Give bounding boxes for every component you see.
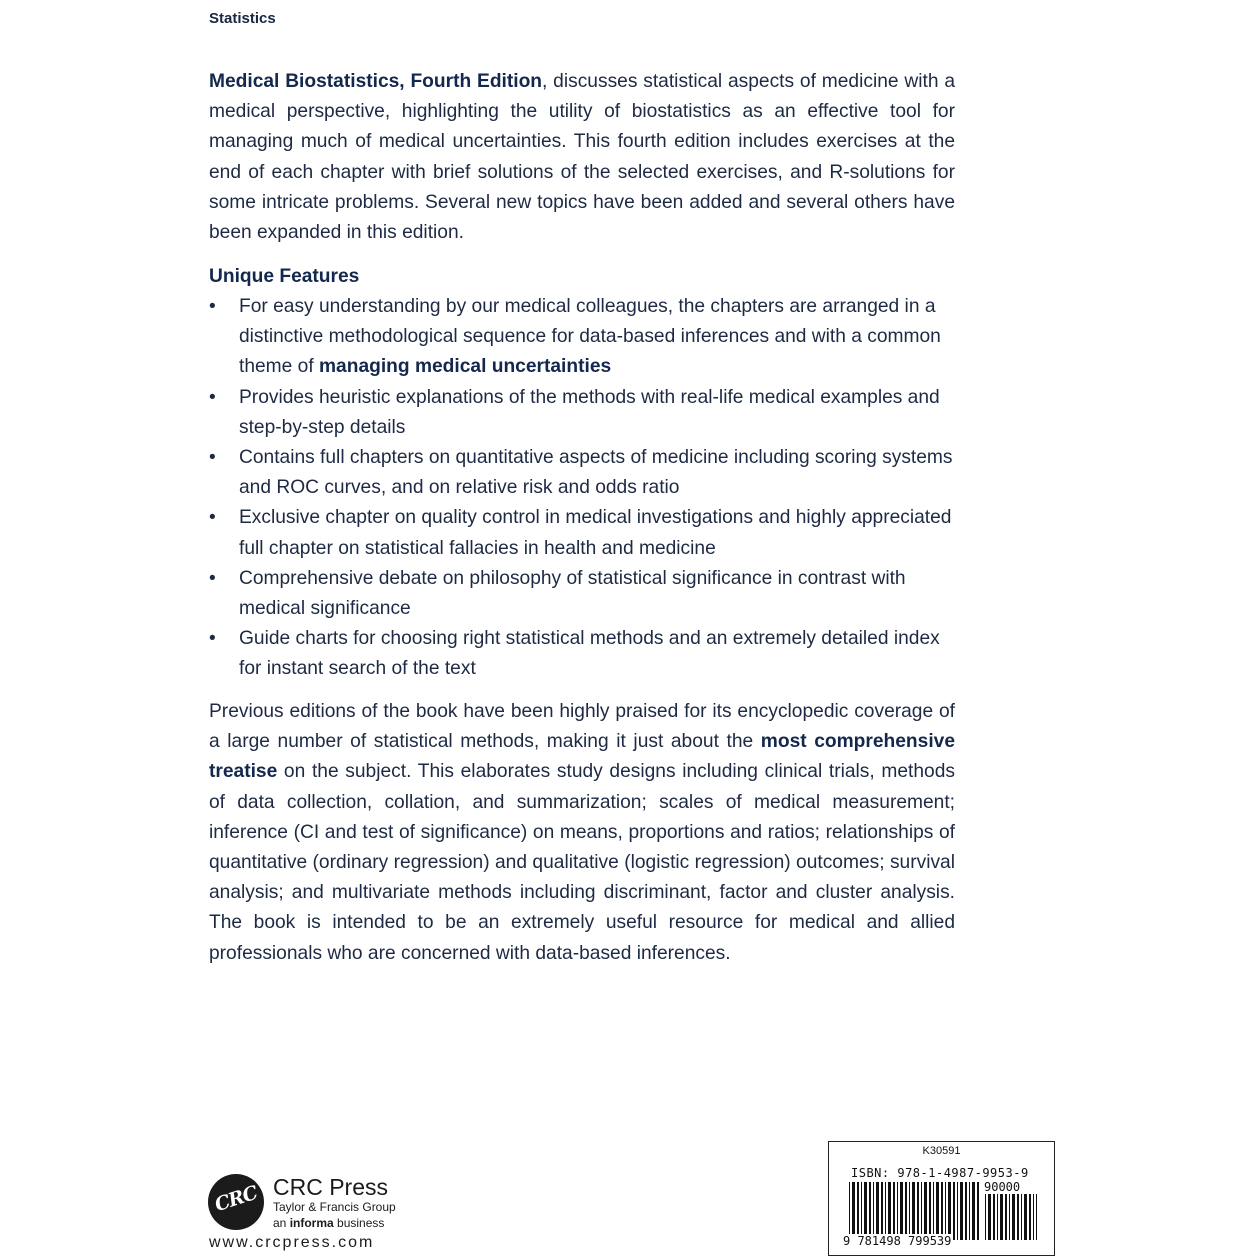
intro-paragraph	[209, 67, 955, 248]
barcode-stripe	[965, 1182, 967, 1240]
publisher-name: CRC Press	[273, 1174, 389, 1200]
barcode-stripe	[993, 1194, 995, 1240]
barcode-number: 9 781498 799539	[843, 1234, 952, 1248]
barcode-stripe	[873, 1182, 874, 1240]
barcode-stripe	[1021, 1194, 1022, 1240]
feature-item	[209, 292, 955, 383]
barcode-stripe	[969, 1182, 970, 1240]
barcode-stripe	[1029, 1194, 1031, 1240]
barcode-stripe	[941, 1182, 943, 1240]
barcode-stripe	[849, 1182, 850, 1240]
barcode-stripe	[929, 1182, 931, 1240]
publisher-group: Taylor & Francis Group	[273, 1200, 396, 1214]
barcode-stripe	[1012, 1194, 1015, 1240]
barcode-stripe	[917, 1182, 919, 1240]
bullet-icon: •	[209, 628, 216, 650]
barcode-stripe	[897, 1182, 898, 1240]
barcode-stripe	[876, 1182, 879, 1240]
barcode-stripe	[1036, 1194, 1037, 1240]
barcode-stripe	[1033, 1194, 1034, 1240]
barcode-stripe	[1009, 1194, 1010, 1240]
bullet-icon: •	[209, 447, 216, 469]
publisher-url: www.crcpress.com	[209, 1234, 375, 1251]
barcode-stripe	[881, 1182, 883, 1240]
barcode-stripe	[988, 1194, 991, 1240]
barcode-stripe	[852, 1182, 855, 1240]
feature-text: Provides heuristic explanations of the methods with real-life medical examples and step-by-step details	[239, 386, 940, 438]
intro-text: , discusses statistical aspects of medicine with a medical perspective, highlighting the utility of biostatistics as an effective tool for managing much of medical uncertainties. This fourth edition includes exercises at the end of each chapter with brief solutions of the selected exercises, and R-solutions for some intricate problems. Several new topics have been added and several others have been expanded in this edition.	[209, 71, 955, 244]
barcode-stripe	[977, 1182, 979, 1240]
barcode-bars	[849, 1182, 979, 1240]
barcode-stripe	[957, 1182, 958, 1240]
barcode-stripe	[869, 1182, 871, 1240]
barcode-stripe	[1005, 1194, 1007, 1240]
feature-text: For easy understanding by our medical colleagues, the chapters are arranged in a distinctive methodological sequence for data-based inferences and with a common theme of	[239, 296, 941, 378]
publisher-logo	[208, 1172, 408, 1254]
barcode-stripe	[924, 1182, 927, 1240]
bullet-icon: •	[209, 567, 216, 589]
feature-item	[209, 624, 955, 684]
barcode-stripe	[1024, 1194, 1027, 1240]
addon-number: 90000	[984, 1180, 1021, 1194]
feature-item	[209, 503, 955, 563]
barcode-stripe	[900, 1182, 903, 1240]
barcode-stripe	[953, 1182, 955, 1240]
barcode-stripe	[864, 1182, 867, 1240]
barcode-stripe	[893, 1182, 895, 1240]
features-list	[209, 292, 955, 685]
barcode-stripe	[885, 1182, 886, 1240]
bullet-icon: •	[209, 296, 216, 317]
barcode-stripe	[972, 1182, 975, 1240]
isbn-label: ISBN: 978-1-4987-9953-9	[851, 1166, 1029, 1180]
addon-barcode-bars	[985, 1194, 1037, 1240]
outro-text-after: on the subject. This elaborates study designs including clinical trials, methods of data collection, collation, and summarization; scales of medical measurement; inference (CI and test of significance) on means, proportions and ratios; relationships of quantitative (ordinary regression) and qualitative (logistic regression) outcomes; survival analysis; and multivariate methods including discriminant, factor and cluster analysis. The book is intended to be an extremely useful resource for medical and allied professionals who are concerned with data-based inferences.	[209, 761, 955, 964]
feature-text: Guide charts for choosing right statistical methods and an extremely detailed index for instant search of the text	[239, 628, 940, 680]
logo-mark: CRC	[212, 1181, 260, 1217]
barcode-stripe	[905, 1182, 907, 1240]
book-title: Medical Biostatistics, Fourth Edition	[209, 71, 543, 92]
barcode-stripe	[945, 1182, 946, 1240]
barcode-stripe	[909, 1182, 910, 1240]
barcode-stripe	[1000, 1194, 1003, 1240]
features-heading: Unique Features	[209, 266, 360, 287]
barcode-stripe	[921, 1182, 922, 1240]
feature-text: Contains full chapters on quantitative aspects of medicine including scoring systems and ROC curves, and on relative risk and odds ratio	[239, 447, 953, 499]
barcode-stripe	[857, 1182, 859, 1240]
bullet-icon: •	[209, 386, 216, 408]
bullet-icon: •	[209, 507, 216, 529]
barcode-stripe	[960, 1182, 963, 1240]
barcode-stripe	[1017, 1194, 1019, 1240]
barcode-stripe	[888, 1182, 891, 1240]
barcode-stripe	[912, 1182, 915, 1240]
outro-text-before: Previous editions of the book have been highly praised for its encyclopedic coverage of a large number of statistical methods, making it just about the	[209, 701, 955, 753]
feature-item	[209, 564, 955, 624]
barcode-stripe	[985, 1194, 986, 1240]
barcode-stripe	[861, 1182, 862, 1240]
feature-text: Exclusive chapter on quality control in medical investigations and highly appreciated full chapter on statistical fallacies in health and medicine	[239, 507, 952, 559]
outro-bold-text: most comprehensive treatise	[209, 731, 955, 783]
feature-item	[209, 443, 955, 503]
barcode-stripe	[936, 1182, 939, 1240]
feature-item	[209, 383, 955, 443]
publisher-business: an informa business	[273, 1216, 385, 1230]
barcode-box	[828, 1141, 1055, 1256]
barcode-stripe	[948, 1182, 951, 1240]
feature-bold-text: managing medical uncertainties	[319, 356, 612, 378]
category-label: Statistics	[209, 10, 276, 27]
crc-logo-icon	[208, 1174, 264, 1230]
barcode-stripe	[997, 1194, 998, 1240]
book-code: K30591	[922, 1145, 961, 1157]
feature-text: Comprehensive debate on philosophy of statistical significance in contrast with medical significance	[239, 567, 906, 620]
barcode-stripe	[933, 1182, 934, 1240]
outro-paragraph	[209, 697, 955, 969]
